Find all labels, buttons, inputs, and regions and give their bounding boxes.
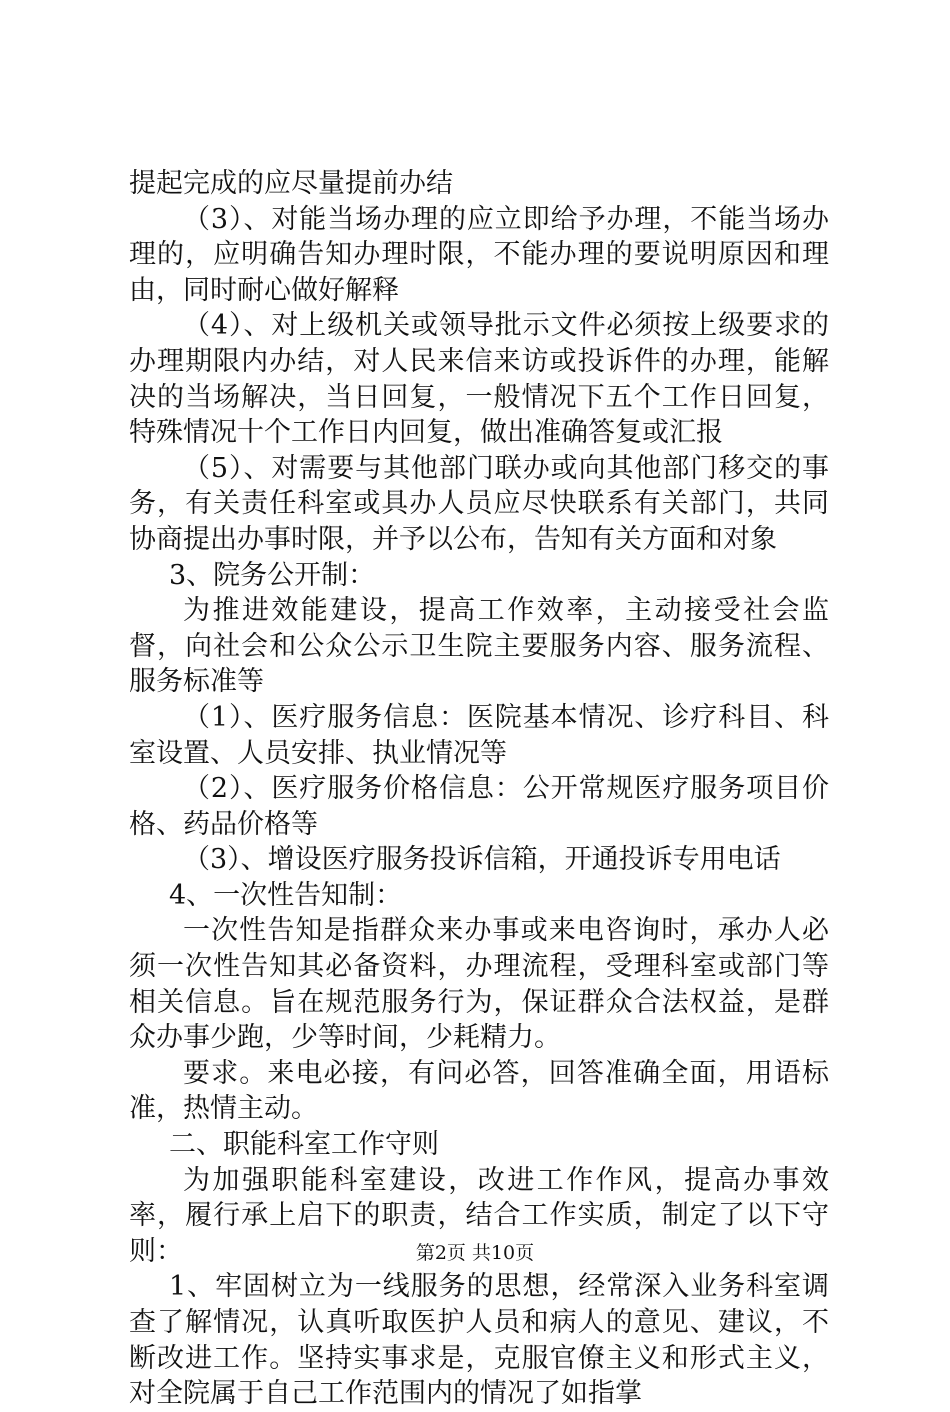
paragraph: （4）、对上级机关或领导批示文件必须按上级要求的办理期限内办结，对人民来信来访或投诉件的办理，能解决的当场解决，当日回复，一般情况下五个工作日回复，特殊情况十个工作日内回复，做出准确答复或汇报	[129, 310, 829, 449]
document-body	[129, 166, 829, 1412]
paragraph: （1）、医疗服务信息：医院基本情况、诊疗科目、科室设置、人员安排、执业情况等	[129, 701, 829, 769]
paragraph: 1、牢固树立为一线服务的思想，经常深入业务科室调查了解情况，认真听取医护人员和病人的意见、建议，不断改进工作。坚持实事求是，克服官僚主义和形式主义，对全院属于自己工作范围内的情况了如指掌	[129, 1271, 829, 1410]
paragraph: 为加强职能科室建设，改进工作作风，提高办事效率，履行承上启下的职责，结合工作实质，制定了以下守则：	[129, 1164, 829, 1267]
paragraph: 要求。来电必接，有问必答，回答准确全面，用语标准，热情主动。	[129, 1057, 829, 1125]
paragraph: （3）、对能当场办理的应立即给予办理，不能当场办理的，应明确告知办理时限，不能办理的要说明原因和理由，同时耐心做好解释	[129, 203, 829, 306]
paragraph: （3）、增设医疗服务投诉信箱，开通投诉专用电话	[183, 844, 781, 876]
section-heading: 4、一次性告知制：	[169, 879, 403, 911]
paragraph: （2）、医疗服务价格信息：公开常规医疗服务项目价格、药品价格等	[129, 773, 829, 840]
section-heading: 3、院务公开制：	[169, 559, 376, 591]
section-heading: 二、职能科室工作守则	[169, 1129, 439, 1161]
paragraph: （5）、对需要与其他部门联办或向其他部门移交的事务，有关责任科室或具办人员应尽快联系有关部门，共同协商提出办事时限，并予以公布，告知有关方面和对象	[129, 452, 829, 555]
paragraph: 一次性告知是指群众来办事或来电咨询时，承办人必须一次性告知其必备资料，办理流程，受理科室或部门等相关信息。旨在规范服务行为，保证群众合法权益，是群众办事少跑，少等时间，少耗精力。	[129, 915, 829, 1054]
paragraph: 提起完成的应尽量提前办结	[129, 168, 453, 199]
page-footer: 第2页 共10页	[415, 1242, 535, 1264]
paragraph: 为推进效能建设，提高工作效率，主动接受社会监督，向社会和公众公示卫生院主要服务内容、服务流程、服务标准等	[129, 595, 829, 698]
